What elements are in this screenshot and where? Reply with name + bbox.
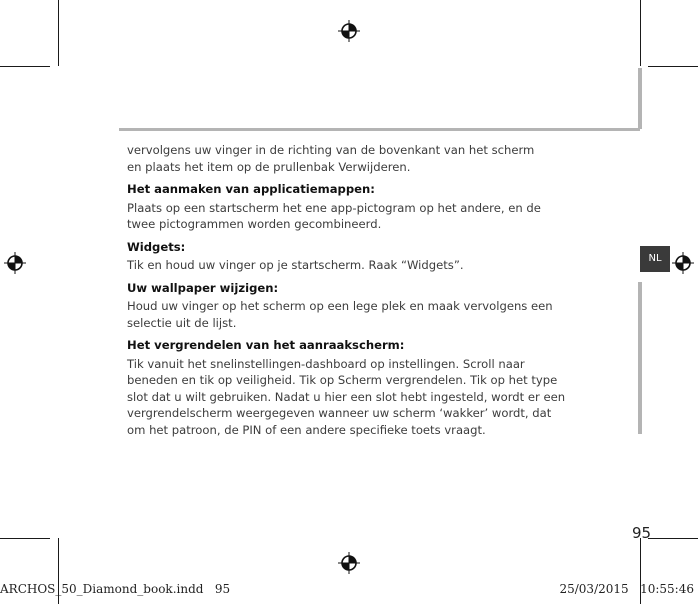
crop-mark bbox=[0, 66, 50, 67]
page-content bbox=[127, 142, 567, 444]
crop-mark bbox=[0, 538, 50, 539]
section-text: Tik en houd uw vinger op je startscherm. Raak “Widgets”. bbox=[127, 258, 464, 272]
text-line: vervolgens uw vinger in de richting van de bovenkant van het scherm bbox=[127, 143, 535, 157]
section-heading: Het aanmaken van applicatiemappen: bbox=[127, 182, 375, 196]
section-heading: Widgets: bbox=[127, 239, 186, 254]
registration-mark-icon bbox=[672, 252, 694, 274]
section-heading: Uw wallpaper wijzigen: bbox=[127, 280, 279, 295]
slug-filename: ARCHOS_50_Diamond_book.indd 95 bbox=[0, 582, 231, 596]
section-text: Plaats op een startscherm het ene app-pictogram op het andere, en de twee pictogrammen worden gecombineerd. bbox=[127, 200, 541, 231]
header-rule bbox=[119, 128, 640, 131]
continued-paragraph bbox=[127, 142, 567, 175]
section-heading: Het vergrendelen van het aanraakscherm: bbox=[127, 338, 405, 352]
crop-mark bbox=[640, 0, 641, 66]
page-number: 95 bbox=[632, 524, 652, 542]
section-text: Tik vanuit het snelinstellingen-dashboard op instellingen. Scroll naar beneden en tik op veiligheid. Tik op Scherm vergrendelen. Tik op het type slot dat u wilt gebruiken. Nadat u hier een slot hebt ingesteld, wordt er een vergrendelscherm weergegeven wanneer uw scherm ‘wakker’ wordt, dat om het patroon, de PIN of een andere specifieke toets vraagt. bbox=[127, 356, 566, 437]
registration-mark-icon bbox=[4, 252, 26, 274]
registration-mark-icon bbox=[338, 552, 360, 574]
crop-mark bbox=[648, 66, 698, 67]
slug-datetime: 25/03/2015 10:55:46 bbox=[559, 582, 694, 596]
side-rule bbox=[638, 68, 642, 129]
crop-mark bbox=[648, 538, 698, 539]
text-line: en plaats het item op de prullenbak Verwijderen. bbox=[127, 159, 411, 174]
section-text: Houd uw vinger op het scherm op een lege plek en maak vervolgens een selectie uit de lijst. bbox=[127, 299, 553, 330]
side-rule bbox=[638, 282, 642, 434]
registration-mark-icon bbox=[338, 20, 360, 42]
language-tab: NL bbox=[640, 246, 670, 272]
crop-mark bbox=[58, 0, 59, 66]
